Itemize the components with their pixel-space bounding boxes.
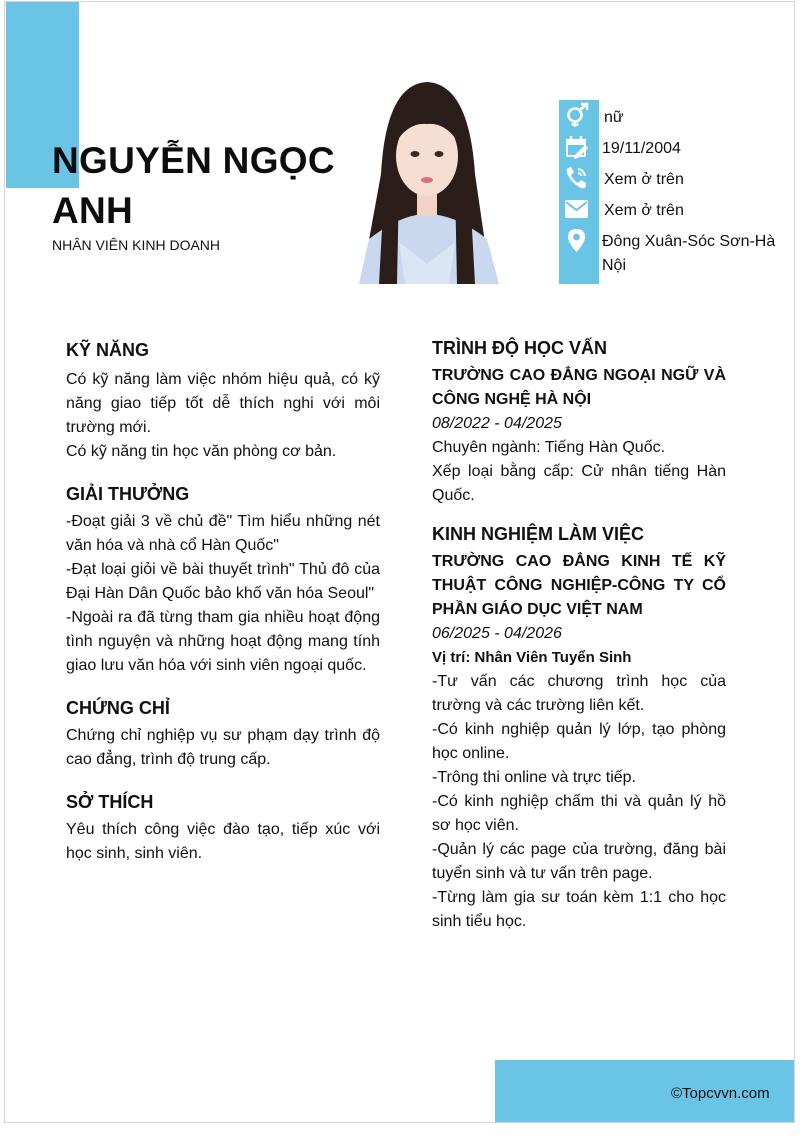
education-paragraph: Chuyên ngành: Tiếng Hàn Quốc.	[432, 439, 666, 456]
certificates-heading: CHỨNG CHỈ	[66, 698, 170, 718]
company-name: TRƯỜNG CAO ĐẲNG KINH TẾ KỸ THUẬT CÔNG NGHIỆP-CÔNG TY CỔ PHẦN GIÁO DỤC VIỆT NAM	[432, 553, 726, 618]
experience-date: 06/2025 - 04/2026	[432, 625, 562, 642]
awards-paragraph: -Ngoài ra đã từng tham gia nhiều hoạt động tình nguyện và những hoạt động mang tính giao lưu văn hóa với sinh viên ngoại quốc.	[66, 609, 380, 674]
certificates-paragraph: Chứng chỉ nghiệp vụ sư phạm dạy trình độ cao đẳng, trình độ trung cấp.	[66, 727, 380, 768]
experience-position: Vị trí: Nhân Viên Tuyển Sinh	[432, 649, 632, 666]
phone-icon	[563, 165, 591, 191]
education-heading: TRÌNH ĐỘ HỌC VẤN	[432, 338, 607, 358]
hobbies-section	[66, 790, 380, 866]
cv-page	[4, 1, 795, 1123]
experience-paragraph: -Trông thi online và trực tiếp.	[432, 769, 636, 786]
education-paragraph: Xếp loại bằng cấp: Cử nhân tiếng Hàn Quốc.	[432, 463, 726, 504]
location-icon	[563, 227, 591, 253]
hobbies-heading: SỞ THÍCH	[66, 792, 154, 812]
envelope-icon	[563, 196, 591, 222]
experience-paragraph: -Từng làm gia sư toán kèm 1:1 cho học sinh tiểu học.	[432, 889, 726, 930]
hobbies-paragraph: Yêu thích công việc đào tạo, tiếp xúc với học sinh, sinh viên.	[66, 821, 380, 862]
profile-photo	[341, 64, 513, 284]
experience-section	[432, 522, 726, 934]
skills-section	[66, 338, 380, 464]
gender-value: nữ	[604, 109, 624, 126]
calendar-icon	[563, 134, 591, 160]
gender-icon	[563, 102, 591, 128]
experience-paragraph: -Quản lý các page của trường, đăng bài tuyển sinh và tư vấn trên page.	[432, 841, 726, 882]
awards-heading: GIẢI THƯỞNG	[66, 484, 190, 504]
education-date: 08/2022 - 04/2025	[432, 415, 562, 432]
birthdate-value: 19/11/2004	[602, 140, 681, 157]
right-column	[432, 336, 726, 934]
skills-paragraph: Có kỹ năng làm việc nhóm hiệu quả, có kỹ năng giao tiếp tốt dễ thích nghi với môi trường mới.	[66, 371, 380, 436]
certificates-section	[66, 696, 380, 772]
school-name: TRƯỜNG CAO ĐẲNG NGOẠI NGỮ VÀ CÔNG NGHỆ HÀ NỘI	[432, 367, 726, 408]
experience-paragraph: -Có kinh nghiệp chấm thi và quản lý hồ sơ học viên.	[432, 793, 726, 834]
awards-paragraph: -Đoạt giải 3 về chủ đề" Tìm hiểu những nét văn hóa và nhà cổ Hàn Quốc"	[66, 513, 380, 554]
email-value: Xem ở trên	[604, 202, 684, 219]
phone-value: Xem ở trên	[604, 171, 684, 188]
skills-heading: KỸ NĂNG	[66, 340, 150, 360]
experience-paragraph: -Tư vấn các chương trình học của trường và các trường liên kết.	[432, 673, 726, 714]
skills-paragraph: Có kỹ năng tin học văn phòng cơ bản.	[66, 443, 337, 460]
experience-heading: KINH NGHIỆM LÀM VIỆC	[432, 524, 645, 544]
candidate-role: NHÂN VIÊN KINH DOANH	[52, 237, 221, 253]
footer-credit: ©Topcvvn.com	[671, 1085, 770, 1102]
address-value: Đông Xuân-Sóc Sơn-Hà Nội	[602, 233, 776, 274]
candidate-name: NGUYỄN NGỌC ANH	[52, 140, 335, 231]
experience-paragraph: -Có kinh nghiệp quản lý lớp, tạo phòng học online.	[432, 721, 726, 762]
left-column	[66, 338, 380, 866]
education-section	[432, 336, 726, 508]
awards-paragraph: -Đạt loại giỏi về bài thuyết trình" Thủ đô của Đại Hàn Dân Quốc bảo khố văn hóa Seoul"	[66, 561, 380, 602]
awards-section	[66, 482, 380, 678]
